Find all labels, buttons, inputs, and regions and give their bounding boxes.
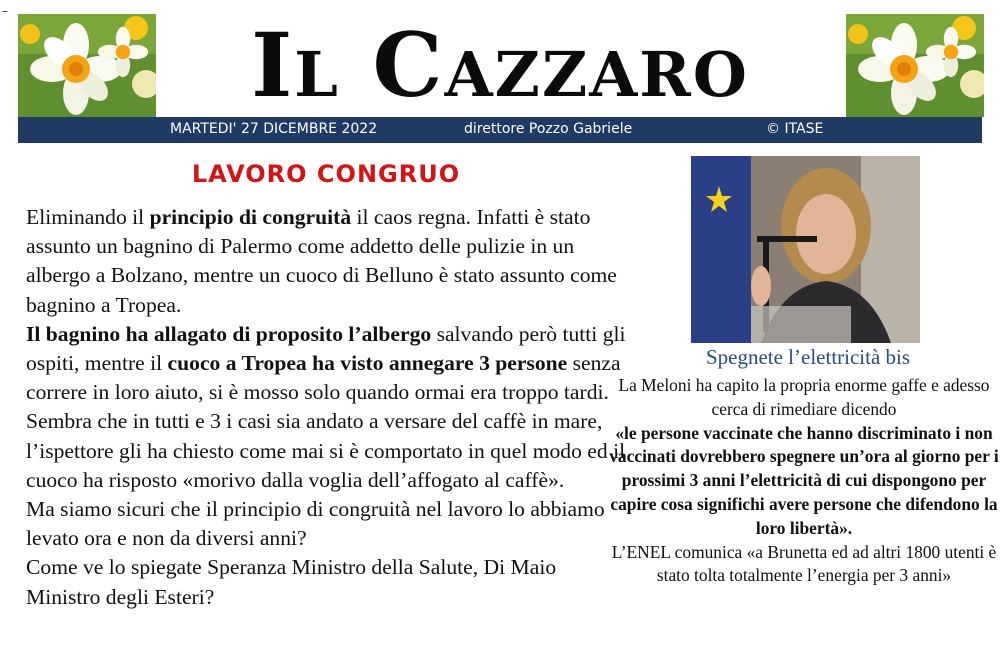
side-quote: «le persone vaccinate che hanno discriminato i non vaccinati dovrebbero spegnere un’ora al giorno per i prossimi 3 anni l’elettricità di cui dispongono per capire cosa significhi avere persone che difendono la loro libertà». (609, 422, 999, 538)
corner-mark: – (2, 4, 8, 18)
director-line: direttore Pozzo Gabriele (464, 121, 633, 137)
issue-date: MARTEDI' 27 DICEMBRE 2022 (170, 121, 378, 137)
daffodil-image-left (18, 14, 156, 117)
date-bar (18, 117, 982, 143)
news-photo (691, 156, 920, 343)
article-paragraph-3: Ma siamo sicuri che il principio di congruità nel lavoro lo abbiamo levato ora e non da diversi anni? (26, 497, 605, 551)
main-headline: LAVORO CONGRUO (191, 160, 461, 188)
daffodil-image-right (846, 14, 984, 117)
article-paragraph-1: Eliminando il principio di congruità il caos regna. Infatti è stato assunto un bagnino di Palermo come addetto delle pulizie in un albergo a Bolzano, mentre un cuoco di Belluno è stato assunto come bagnino a Tropea. (26, 205, 617, 317)
main-article (26, 203, 630, 612)
side-headline: Spegnete l’elettricità bis (705, 345, 911, 369)
copyright: © ITASE (766, 121, 824, 137)
side-article (604, 374, 1001, 588)
side-paragraph-1: La Meloni ha capito la propria enorme gaffe e adesso cerca di rimediare dicendo (618, 375, 990, 419)
side-paragraph-2: L’ENEL comunica «a Brunetta ed ad altri 1800 utenti è stato tolta totalmente l’energia per 3 anni» (611, 541, 997, 586)
masthead (160, 14, 840, 116)
newspaper-title: Il Cazzaro (251, 13, 749, 117)
article-paragraph-2: Il bagnino ha allagato di proposito l’albergo salvando però tutti gli ospiti, mentre il cuoco a Tropea ha visto annegare 3 persone senza correre in loro aiuto, si è mosso solo quando ormai era troppo tardi. Sembra che in tutti e 3 i casi sia andato a versare del caffè in mare, l’ispettore gli ha chiesto come mai si è comportato in quel modo ed il cuoco ha risposto «morivo dalla voglia dell’affogato al caffè». (26, 321, 626, 492)
article-paragraph-4: Come ve lo spiegate Speranza Ministro della Salute, Di Maio Ministro degli Esteri? (26, 555, 557, 609)
